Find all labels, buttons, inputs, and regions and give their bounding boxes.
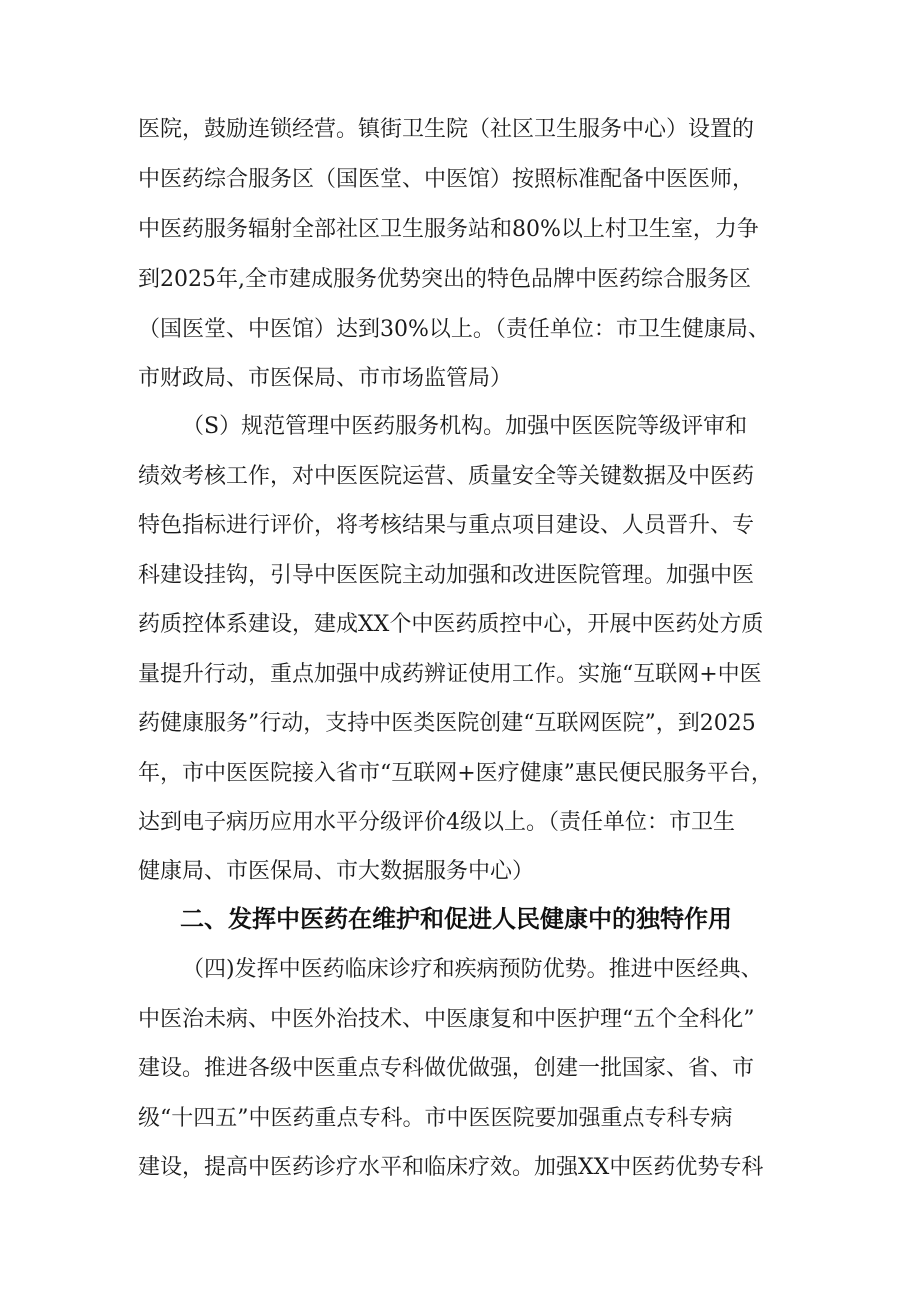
paragraph-line: 中医治未病、中医外治技术、中医康复和中医护理“五个全科化” <box>138 1007 755 1032</box>
paragraph-line: 中医药服务辐射全部社区卫生服务站和80%以上村卫生室，力争 <box>138 217 759 242</box>
paragraph-line: 科建设挂钩，引导中医医院主动加强和改进医院管理。加强中医 <box>138 563 755 588</box>
paragraph-line: 年，市中医医院接入省市“互联网+医疗健康”惠民便民服务平台， <box>138 761 773 786</box>
paragraph-line: 药质控体系建设，建成XX个中医药质控中心，开展中医药处方质 <box>138 612 764 637</box>
section-heading: 二、发挥中医药在维护和促进人民健康中的独特作用 <box>180 905 732 933</box>
paragraph-line: 绩效考核工作，对中医医院运营、质量安全等关键数据及中医药 <box>138 464 755 489</box>
paragraph-line: 市财政局、市医保局、市市场监管局） <box>138 366 513 391</box>
paragraph-line: 建设，提高中医药诊疗水平和临床疗效。加强XX中医药优势专科 <box>138 1155 764 1180</box>
paragraph-line: （国医堂、中医馆）达到30%以上。（责任单位：市卫生健康局、 <box>138 317 770 342</box>
paragraph-line: 医院，鼓励连锁经营。镇街卫生院（社区卫生服务中心）设置的 <box>138 117 755 142</box>
paragraph-line: 到2025年,全市建成服务优势突出的特色品牌中医药综合服务区 <box>138 267 751 292</box>
paragraph-line: （四)发挥中医药临床诊疗和疾病预防优势。推进中医经典、 <box>182 957 763 982</box>
paragraph-line: 级“十四五”中医药重点专科。市中医医院要加强重点专科专病 <box>138 1106 733 1131</box>
paragraph-line: 药健康服务”行动，支持中医类医院创建“互联网医院”，到2025 <box>138 711 756 736</box>
paragraph-line: 达到电子病历应用水平分级评价4级以上。（责任单位：市卫生 <box>138 810 735 835</box>
paragraph-line: （S）规范管理中医药服务机构。加强中医医院等级评审和 <box>182 414 748 439</box>
paragraph-line: 量提升行动，重点加强中成药辨证使用工作。实施“互联网+中医 <box>138 662 762 687</box>
paragraph-line: 中医药综合服务区（国医堂、中医馆）按照标准配备中医医师， <box>138 167 755 192</box>
paragraph-line: 特色指标进行评价，将考核结果与重点项目建设、人员晋升、专 <box>138 513 755 538</box>
paragraph-line: 健康局、市医保局、市大数据服务中心） <box>138 859 535 884</box>
paragraph-line: 建设。推进各级中医重点专科做优做强，创建一批国家、省、市 <box>138 1056 755 1081</box>
